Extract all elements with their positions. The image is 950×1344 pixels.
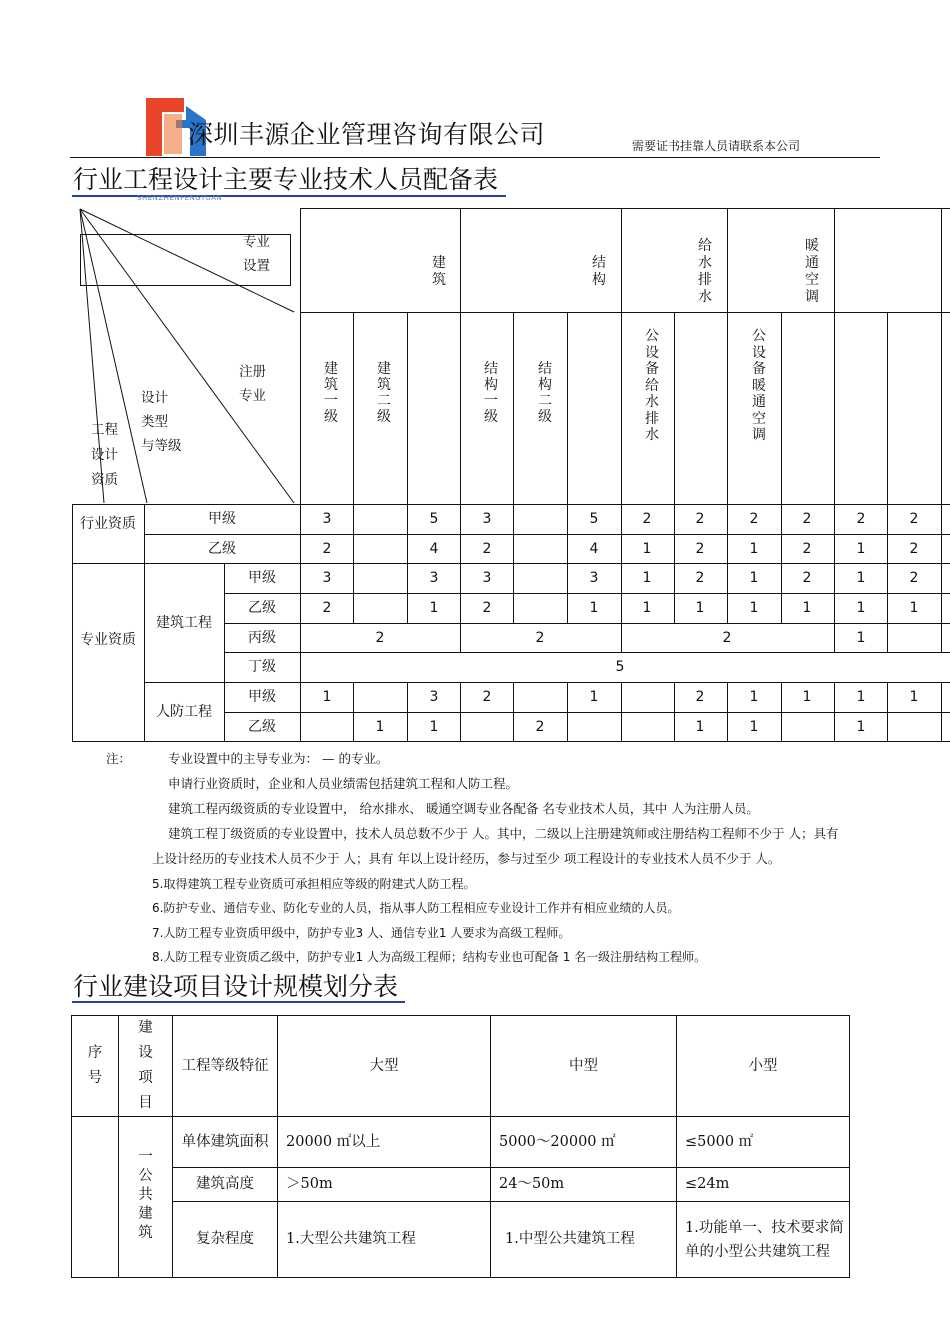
group-header-architecture: 建筑 [432,255,446,288]
value-cell: 1 [802,600,812,616]
value-cell: 2 [802,541,812,557]
note-line: 申请行业资质时，企业和人员业绩需包括建筑工程和人防工程。 [168,776,519,791]
scale-table-title: 行业建设项目设计规模划分表 [73,972,399,1001]
group-header-structure: 结构 [592,255,606,288]
corner-text: 注册 [239,364,266,380]
subheader-arch-2: 建筑二级 [377,361,391,425]
value-cell: 2 [695,570,705,586]
value-cell: 3 [589,570,599,586]
subheader-equipment-water: 公设备给水排水 [645,328,659,443]
feature-cell [173,1117,278,1168]
value-cell: 1 [856,570,866,586]
note-lead: 注： [106,751,132,766]
civil-defense-category-label: 人防工程 [156,704,212,720]
value-cell: 2 [909,570,919,586]
value-cell: 3 [322,570,332,586]
header-feature-text: 工程等级特征 [181,1057,269,1074]
subheader-struct-1: 结构一级 [484,361,498,425]
header-medium: 中型 [491,1016,677,1117]
value-cell: 3 [482,570,492,586]
value-cell: 1 [856,600,866,616]
header-seq-text: 序号 [87,1045,103,1086]
large-cell: 20000 ㎡以上 [278,1117,491,1168]
corner-text: 专业 [243,234,270,250]
value-cell: 4 [589,541,599,557]
header-project [119,1016,173,1117]
small-cell: 1.功能单一、技术要求简单的小型公共建筑工程 [677,1202,850,1278]
grade-label: 丙级 [248,630,276,646]
subheader-arch-1: 建筑一级 [324,361,338,425]
corner-text: 类型 [141,414,168,430]
value-cell: 2 [375,630,385,646]
header-project-text: 建设项目 [138,1020,153,1111]
header-seq [72,1016,119,1117]
note-line: 7.人防工程专业资质甲级中，防护专业3 人、通信专业1 人要求为高级工程师。 [152,926,571,940]
value-cell: 1 [749,570,759,586]
value-cell: 2 [535,719,545,735]
value-cell: 1 [642,541,652,557]
header-feature [173,1016,278,1117]
small-cell: ≤5000 ㎡ [677,1117,850,1168]
contact-note: 需要证书挂靠人员请联系本公司 [632,139,801,153]
feature-cell: 复杂程度 [173,1202,278,1278]
header-small: 小型 [677,1016,850,1117]
grade-label: 甲级 [248,689,276,705]
value-cell: 3 [429,689,439,705]
feature-text: 单体建筑面积 [181,1133,269,1150]
feature-cell: 建筑高度 [173,1168,278,1202]
value-cell: 2 [322,541,332,557]
value-cell: 2 [695,541,705,557]
table-row [72,1202,850,1278]
project-group-text: 一 公共建筑 [138,1149,153,1241]
corner-text: 与等级 [141,438,182,454]
value-cell: 1 [375,719,385,735]
value-cell: 1 [749,689,759,705]
value-cell: 2 [722,630,732,646]
group-header-hvac: 暖通空调 [805,238,819,305]
industry-qualification-label: 行业资质 [80,516,136,532]
value-cell: 1 [642,600,652,616]
building-category-label: 建筑工程 [156,615,212,631]
table-row [72,1117,850,1168]
grade-label: 丁级 [248,659,276,675]
value-cell: 1 [322,689,332,705]
value-cell: 1 [856,630,866,646]
value-cell: 1 [429,719,439,735]
corner-text: 资质 [91,472,118,488]
value-cell: 5 [615,659,625,675]
corner-text: 设计 [91,447,118,463]
note-line: 8.人防工程专业资质乙级中，防护专业1 人为高级工程师；结构专业也可配备 1 名一级注册结构工程师。 [152,950,707,964]
grade-label: 乙级 [208,541,236,557]
value-cell: 1 [856,689,866,705]
value-cell: 2 [802,511,812,527]
seq-cell [72,1117,119,1278]
value-cell: 2 [856,511,866,527]
grade-label: 乙级 [248,719,276,735]
medium-cell: 1.中型公共建筑工程 [491,1202,677,1278]
value-cell: 1 [856,541,866,557]
grade-label: 乙级 [248,600,276,616]
value-cell: 4 [429,541,439,557]
value-cell: 2 [482,541,492,557]
value-cell: 2 [482,689,492,705]
medium-cell: 24～50m [491,1168,677,1202]
value-cell: 5 [429,511,439,527]
corner-design-type-grade [141,386,182,458]
project-group-cell [119,1117,173,1278]
value-cell: 1 [642,570,652,586]
value-cell: 2 [802,570,812,586]
value-cell: 2 [695,511,705,527]
header-divider [70,157,880,158]
value-cell: 1 [695,600,705,616]
professional-qualification-label: 专业资质 [80,632,136,648]
scale-header-row [72,1016,850,1117]
value-cell: 1 [909,600,919,616]
group-header-water: 给水排水 [698,238,712,305]
corner-text: 工程 [91,422,118,438]
value-cell: 2 [322,600,332,616]
scale-title-underline [72,1001,405,1003]
note-line: 上设计经历的专业技术人员不少于 人；具有 年以上设计经历，参与过至少 项工程设计的专业技术人员不少于 人。 [152,851,781,866]
note-line: 专业设置中的主导专业为： — 的专业。 [168,751,389,766]
large-cell: 1.大型公共建筑工程 [278,1202,491,1278]
note-line: 6.防护专业、通信专业、防化专业的人员，指从事人防工程相应专业设计工作并有相应业绩的人员。 [152,901,680,915]
value-cell: 2 [535,630,545,646]
note-line: 建筑工程丁级资质的专业设置中，技术人员总数不少于 人。其中，二级以上注册建筑师或注册结构工程师不少于 人；具有 [168,826,839,841]
value-cell: 3 [429,570,439,586]
value-cell: 2 [642,511,652,527]
grade-label: 甲级 [208,511,236,527]
value-cell: 5 [589,511,599,527]
subheader-equipment-hvac: 公设备暖通空调 [752,328,766,443]
value-cell: 2 [909,511,919,527]
value-cell: 1 [589,689,599,705]
company-name: 深圳丰源企业管理咨询有限公司 [188,120,546,149]
value-cell: 1 [749,541,759,557]
staff-table [72,208,950,743]
value-cell: 2 [749,511,759,527]
small-cell: ≤24m [677,1168,850,1202]
note-line: 建筑工程丙级资质的专业设置中， 给水排水、 暖通空调专业各配备 名专业技术人员，其中 人为注册人员。 [168,801,759,816]
medium-cell: 5000～20000 ㎡ [491,1117,677,1168]
value-cell: 1 [749,719,759,735]
value-cell: 2 [482,600,492,616]
value-cell: 1 [802,689,812,705]
value-cell: 3 [322,511,332,527]
grade-label: 甲级 [248,570,276,586]
subheader-struct-2: 结构二级 [538,361,552,425]
corner-text: 设置 [243,258,270,274]
corner-text: 专业 [239,388,266,404]
value-cell: 1 [695,719,705,735]
corner-engineering-qualification [91,418,118,493]
value-cell: 1 [589,600,599,616]
large-cell: ＞50m [278,1168,491,1202]
corner-registered-specialty [239,360,266,408]
document-title: 行业工程设计主要专业技术人员配备表 [73,165,499,194]
value-cell: 3 [482,511,492,527]
corner-text: 设计 [141,390,168,406]
scale-table [71,1015,850,1278]
value-cell: 1 [856,719,866,735]
table-row [72,1168,850,1202]
logo-subtext: SHENZHENFENGYUAN [137,194,223,202]
header-large: 大型 [278,1016,491,1117]
value-cell: 1 [909,689,919,705]
value-cell: 1 [749,600,759,616]
value-cell: 2 [909,541,919,557]
corner-specialty-setting [243,230,270,278]
note-line: 5.取得建筑工程专业资质可承担相应等级的附建式人防工程。 [152,877,476,891]
value-cell: 1 [429,600,439,616]
value-cell: 2 [695,689,705,705]
